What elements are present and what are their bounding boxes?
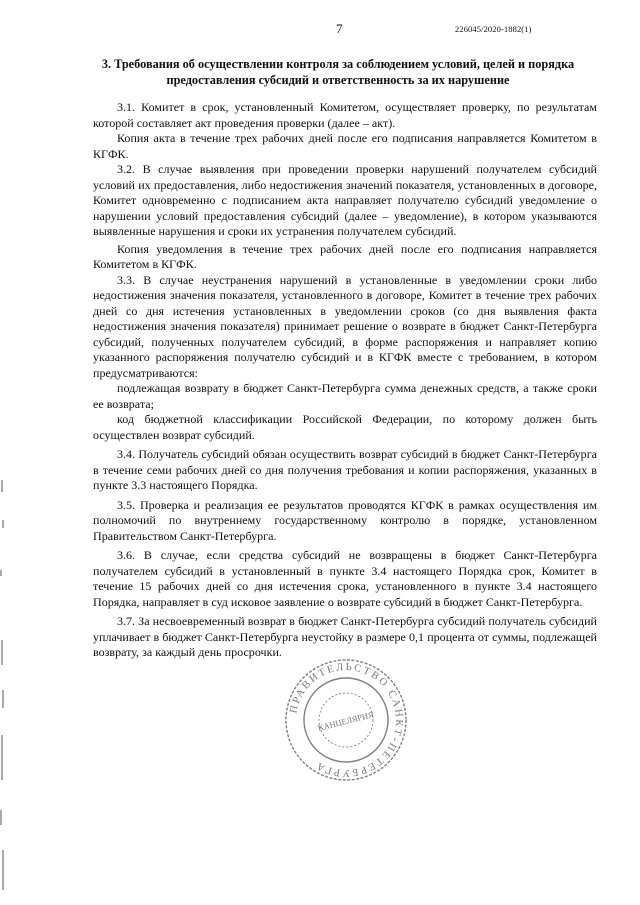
paragraph-3-3: 3.3. В случае неустранения нарушений в установленные в уведомлении сроки либо недостижения значения показателя, установленного в договоре, Комитет в течение трех рабочих дней со дня истечения установленных в уведомлении сроков (со дня выявления факта недостижения значения показателя) принимает решение о возврате в бюджет Санкт-Петербурга субсидий, полученных получателем субсидий, в форме распоряжения и направляет копию указанного распоряжения получателю субсидий и в КГФК вместе с требованием, в котором предусматриваются: (93, 272, 597, 380)
section-heading-line-2: предоставления субсидий и ответственность за их нарушение (166, 73, 510, 87)
paragraph-3-2-copy: Копия уведомления в течение трех рабочих дней после его подписания направляется Комитетом в КГФК. (93, 241, 597, 271)
paragraph-3-1: 3.1. Комитет в срок, установленный Комитетом, осуществляет проверку, по результатам которой составляет акт проведения проверки (далее – акт). (93, 100, 597, 130)
paragraph-3-1-copy: Копия акта в течение трех рабочих дней после его подписания направляется Комитетом в КГФК. (93, 131, 597, 161)
paragraph-3-5: 3.5. Проверка и реализация ее результатов проводятся КГФК в рамках осуществления им полномочий по внутреннему государственному контролю в порядке, установленном Правительством Санкт-Петербурга. (93, 497, 597, 543)
paragraph-3-7: 3.7. За несвоевременный возврат в бюджет Санкт-Петербурга субсидий получатель субсидий уплачивает в бюджет Санкт-Петербурга неустойку в размере 0,1 процента от суммы, подлежащей возврату, за каждый день просрочки. (93, 614, 597, 659)
paragraph-3-4: 3.4. Получатель субсидий обязан осуществить возврат субсидий в бюджет Санкт-Петербурга в течение семи рабочих дней со дня получения требования и копии распоряжения, указанных в пункте 3.3 настоящего Порядка. (93, 447, 597, 492)
section-heading-line-1: 3. Требования об осуществлении контроля за соблюдением условий, целей и порядка (101, 57, 575, 71)
seal-outer-text: ПРАВИТЕЛЬСТВО САНКТ-ПЕТЕРБУРГА (288, 661, 405, 779)
page-number: 7 (336, 21, 343, 36)
section-heading (88, 56, 588, 88)
paragraph-3-6: 3.6. В случае, если средства субсидий не возвращены в бюджет Санкт-Петербурга получателем субсидий в установленный в пункте 3.4 настоящего Порядка срок, Комитет в течение 15 рабочих дней со дня истечения срока, установленного в пункте 3.4 настоящего Порядка, направляет в суд исковое заявление о возврате субсидий в бюджет Санкт-Петербурга. (93, 548, 597, 609)
official-seal-stamp (282, 658, 410, 782)
paragraph-3-3-amount: подлежащая возврату в бюджет Санкт-Петербурга сумма денежных средств, а также сроки ее возврата; (93, 381, 597, 411)
scan-edge-marks (0, 480, 8, 905)
section-body (93, 100, 597, 661)
seal-inner-text: КАНЦЕЛЯРИЯ (316, 709, 375, 733)
paragraph-3-3-budget-code: код бюджетной классификации Российской Федерации, по которому должен быть осуществлен возврат субсидий. (93, 412, 597, 442)
paragraph-3-2: 3.2. В случае выявления при проведении проверки нарушений получателем субсидий условий их предоставления, либо недостижения значений показателя, установленных в договоре, Комитет одновременно с подписанием акта направляет получателю субсидий уведомление о нарушении условий предоставления субсидий (далее – уведомление), в котором указываются выявленные нарушения и сроки их устранения получателем субсидий. (93, 162, 597, 238)
document-registration-code: 226045/2020-1882(1) (455, 24, 532, 34)
